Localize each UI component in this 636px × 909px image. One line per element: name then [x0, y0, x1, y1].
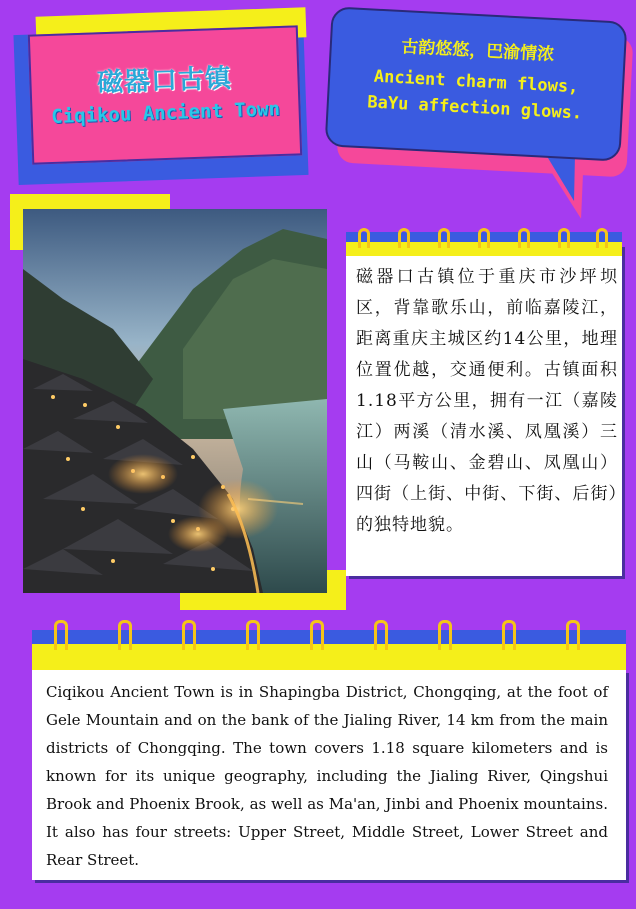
ring-icon — [310, 620, 324, 650]
town-at-dusk-image — [23, 209, 327, 593]
slogan-chinese: 古韵悠悠，巴渝情浓 — [400, 37, 555, 66]
ring-icon — [478, 228, 490, 248]
ring-icon — [502, 620, 516, 650]
title-english: Ciqikou Ancient Town — [50, 98, 281, 128]
chinese-paragraph: 磁器口古镇位于重庆市沙坪坝区，背靠歌乐山，前临嘉陵江，距离重庆主城区约14公里，地理位置优越，交通便利。古镇面积1.18平方公里，拥有一江（嘉陵江）两溪（清水溪、凤凰溪）三山（马鞍山、金碧山、凤凰山）四街（上街、中街、下街、后街）的独特地貌。 — [356, 267, 618, 535]
town-photo-illustration — [23, 209, 327, 593]
ring-icon — [558, 228, 570, 248]
ring-icon — [438, 620, 452, 650]
english-paragraph: Ciqikou Ancient Town is in Shapingba District, Chongqing, at the foot of Gele Mountain and on the bank of the Jialing River, 14 km from the main districts of Chongqing. The town covers 1.18 square kilometers and is known for its unique geography, including the Jialing River, Qingshui Brook and Phoenix Brook, as well as Ma'an, Jinbi and Phoenix mountains. It also has four streets: Upper Street, Middle Street, Lower Street and Rear Street. — [46, 683, 608, 869]
ring-icon — [398, 228, 410, 248]
ring-icon — [374, 620, 388, 650]
ring-icon — [518, 228, 530, 248]
slogan-english-line1: Ancient charm flows, — [373, 66, 579, 98]
slogan-english-line2: BaYu affection glows. — [366, 92, 583, 124]
ring-icon — [182, 620, 196, 650]
title-card — [28, 25, 302, 164]
ring-icon — [438, 228, 450, 248]
slogan-text — [328, 28, 624, 128]
ring-icon — [358, 228, 370, 248]
slogan-bubble — [325, 6, 628, 161]
ring-icon — [118, 620, 132, 650]
ring-icon — [246, 620, 260, 650]
ring-icon — [566, 620, 580, 650]
title-chinese: 磁器口古镇 — [96, 63, 233, 99]
ring-icon — [54, 620, 68, 650]
ring-icon — [596, 228, 608, 248]
